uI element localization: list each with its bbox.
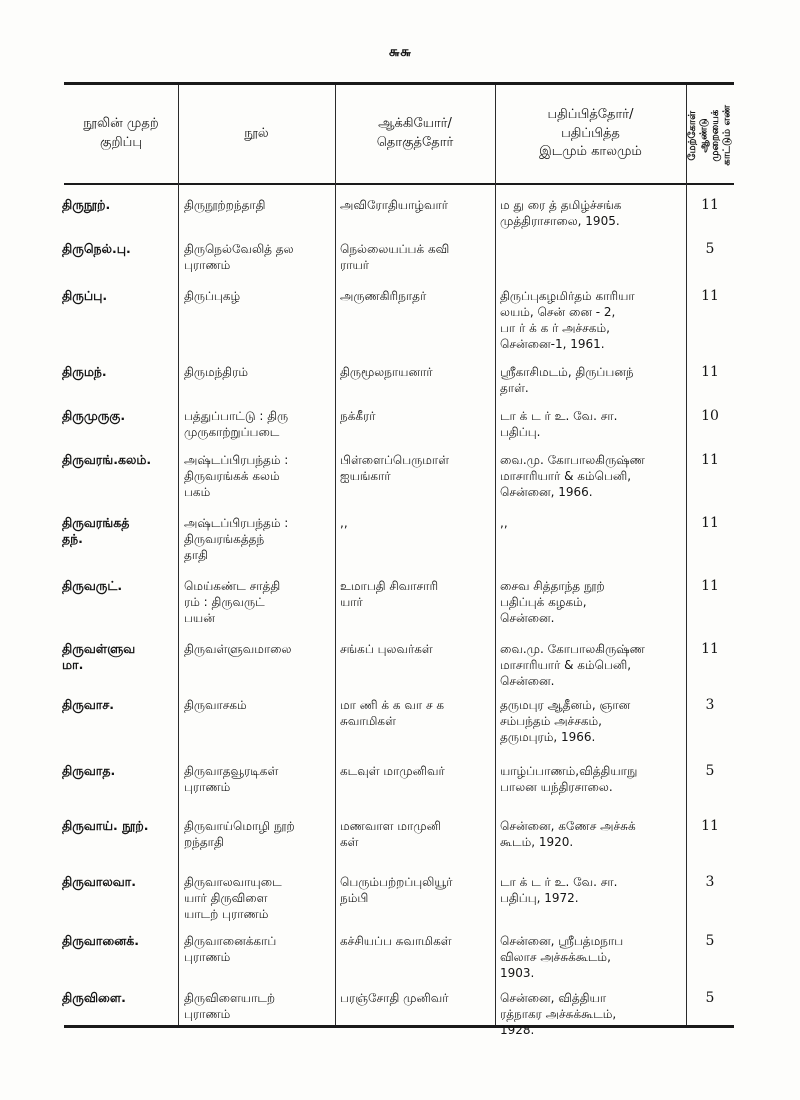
cell-author: நக்கீரர் <box>340 409 376 423</box>
cell-abbr: திருவருட். <box>62 578 123 593</box>
cell-abbr: திருமந். <box>62 364 107 379</box>
cell-abbr: திருவாலவா. <box>62 874 136 889</box>
header-bottom-rule <box>64 183 734 185</box>
cell-count: 10 <box>701 408 719 424</box>
header-count-label: மேற்கோள் ஆண்டு முறையைக் காட்டும் எண் <box>687 104 733 166</box>
cell-book: அஷ்டப்பிரபந்தம் : திருவரங்கத்தந் தாதி <box>184 516 289 562</box>
column-divider <box>178 85 179 1025</box>
cell-publisher: தருமபுர ஆதீனம், ஞான சம்பந்தம் அச்சகம், தருமபுரம், 1966. <box>500 698 631 744</box>
cell-publisher: யாழ்ப்பாணம்,வித்தியாநு பாலன யந்திரசாலை. <box>500 764 638 794</box>
cell-abbr: திருவாத. <box>62 763 116 778</box>
cell-author: மணவாள மாமுனி கள் <box>340 819 441 849</box>
cell-book: திருவானைக்காப் புராணம் <box>184 934 277 964</box>
cell-book: திருநெல்வேலித் தல புராணம் <box>184 242 294 272</box>
cell-publisher: ம து ரை த் தமிழ்ச்சங்க முத்திராசாலை, 1905. <box>500 198 622 228</box>
cell-book: பத்துப்பாட்டு : திரு முருகாற்றுப்படை <box>184 409 289 439</box>
cell-abbr: திருவரங்.கலம். <box>62 452 152 467</box>
cell-count: 3 <box>705 697 715 713</box>
cell-author: சங்கப் புலவர்கள் <box>340 642 433 656</box>
page-number: ௬௬ <box>388 44 412 60</box>
cell-count: 11 <box>701 452 719 468</box>
cell-book: திருவாலவாயுடை யார் திருவிளை யாடற் புராணம் <box>184 875 282 921</box>
cell-abbr: திருநூற். <box>62 197 111 212</box>
header-author-label: ஆக்கியோர்/ தொகுத்தோர் <box>376 116 454 150</box>
cell-book: அஷ்டப்பிரபந்தம் : திருவரங்கக் கலம் பகம் <box>184 453 289 499</box>
cell-count: 11 <box>701 818 719 834</box>
header-book <box>178 85 335 183</box>
cell-book: திருமந்திரம் <box>184 365 248 379</box>
cell-author: பிள்ளைப்பெருமாள் ஐயங்கார் <box>340 453 450 483</box>
cell-book: திருப்புகழ் <box>184 289 241 303</box>
cell-book: திருவிளையாடற் புராணம் <box>184 991 276 1021</box>
cell-author: நெல்லையப்பக் கவி ராயர் <box>340 242 450 272</box>
header-count <box>688 92 732 178</box>
cell-author: அவிரோதியாழ்வார் <box>340 198 449 212</box>
cell-author: உமாபதி சிவாசாரி யார் <box>340 579 439 609</box>
cell-abbr: திருவாய். நூற். <box>62 818 149 833</box>
cell-publisher: வை.மு. கோபாலகிருஷ்ண மாசாரியார் & கம்பெனி, சென்னை, 1966. <box>500 453 645 499</box>
cell-count: 5 <box>705 763 715 779</box>
cell-publisher: டா க் ட ர் உ. வே. சா. பதிப்பு, 1972. <box>500 875 618 905</box>
cell-author: மா ணி க் க வா ச க சுவாமிகள் <box>340 698 445 728</box>
header-abbreviation-label: நூலின் முதற் குறிப்பு <box>83 116 159 150</box>
cell-publisher: சென்னை, கணேச அச்சுக் கூடம், 1920. <box>500 819 636 849</box>
cell-author: அருணகிரிநாதர் <box>340 289 427 303</box>
cell-abbr: திருவிளை. <box>62 990 126 1005</box>
cell-abbr: திருவானைக். <box>62 933 140 948</box>
cell-author: கச்சியப்ப சுவாமிகள் <box>340 934 452 948</box>
cell-abbr: திருமுருகு. <box>62 408 126 423</box>
cell-count: 5 <box>705 241 715 257</box>
cell-publisher: ஸ்ரீகாசிமடம், திருப்பனந் தாள். <box>500 365 634 395</box>
header-publisher-label: பதிப்பித்தோர்/ பதிப்பித்த இடமும் காலமும் <box>539 106 642 160</box>
header-author <box>335 85 495 183</box>
cell-count: 5 <box>705 933 715 949</box>
cell-book: திருவாதவூரடிகள் புராணம் <box>184 764 279 794</box>
cell-count: 11 <box>701 641 719 657</box>
cell-count: 11 <box>701 288 719 304</box>
cell-author: ,, <box>340 516 348 530</box>
cell-author: பரஞ்சோதி முனிவர் <box>340 991 449 1005</box>
column-divider <box>686 85 687 1025</box>
cell-abbr: திருவாச. <box>62 697 114 712</box>
header-abbreviation <box>64 85 178 183</box>
cell-count: 11 <box>701 515 719 531</box>
cell-count: 11 <box>701 364 719 380</box>
cell-book: திருவாசகம் <box>184 698 247 712</box>
cell-publisher: திருப்புகழமிர்தம் காரியா லயம், சென் னை - 2, பா ர் க் க ர் அச்சகம், சென்னை-1, 1961. <box>500 289 635 351</box>
header-publisher <box>495 85 686 183</box>
cell-publisher: சென்னை, ஸ்ரீபத்மநாப விலாச அச்சுக்கூடம், 1903. <box>500 934 624 980</box>
cell-abbr: திருநெல்.பு. <box>62 241 131 256</box>
cell-book: மெய்கண்ட சாத்தி ரம் : திருவருட் பயன் <box>184 579 281 625</box>
cell-author: கடவுள் மாமுனிவர் <box>340 764 445 778</box>
cell-author: திருமூலநாயனார் <box>340 365 433 379</box>
header-book-label: நூல் <box>244 125 269 141</box>
cell-count: 3 <box>705 874 715 890</box>
cell-book: திருநூற்றந்தாதி <box>184 198 266 212</box>
cell-publisher: வை.மு. கோபாலகிருஷ்ண மாசாரியார் & கம்பெனி, சென்னை. <box>500 642 645 688</box>
cell-publisher: சென்னை, வித்தியா ரத்நாகர அச்சுக்கூடம், 1928. <box>500 991 617 1037</box>
cell-abbr: திருப்பு. <box>62 288 108 303</box>
cell-abbr: திருவரங்கத் தந். <box>62 515 130 546</box>
cell-publisher: சைவ சித்தாந்த நூற் பதிப்புக் கழகம், சென்னை. <box>500 579 605 625</box>
cell-book: திருவள்ளுவமாலை <box>184 642 292 656</box>
cell-author: பெரும்பற்றப்புலியூர் நம்பி <box>340 875 453 905</box>
cell-book: திருவாய்மொழி நூற் றந்தாதி <box>184 819 295 849</box>
cell-count: 5 <box>705 990 715 1006</box>
column-divider <box>335 85 336 1025</box>
cell-count: 11 <box>701 578 719 594</box>
cell-publisher: டா க் ட ர் உ. வே. சா. பதிப்பு. <box>500 409 618 439</box>
cell-abbr: திருவள்ளுவ மா. <box>62 641 136 672</box>
cell-publisher: ,, <box>500 516 508 530</box>
cell-count: 11 <box>701 197 719 213</box>
